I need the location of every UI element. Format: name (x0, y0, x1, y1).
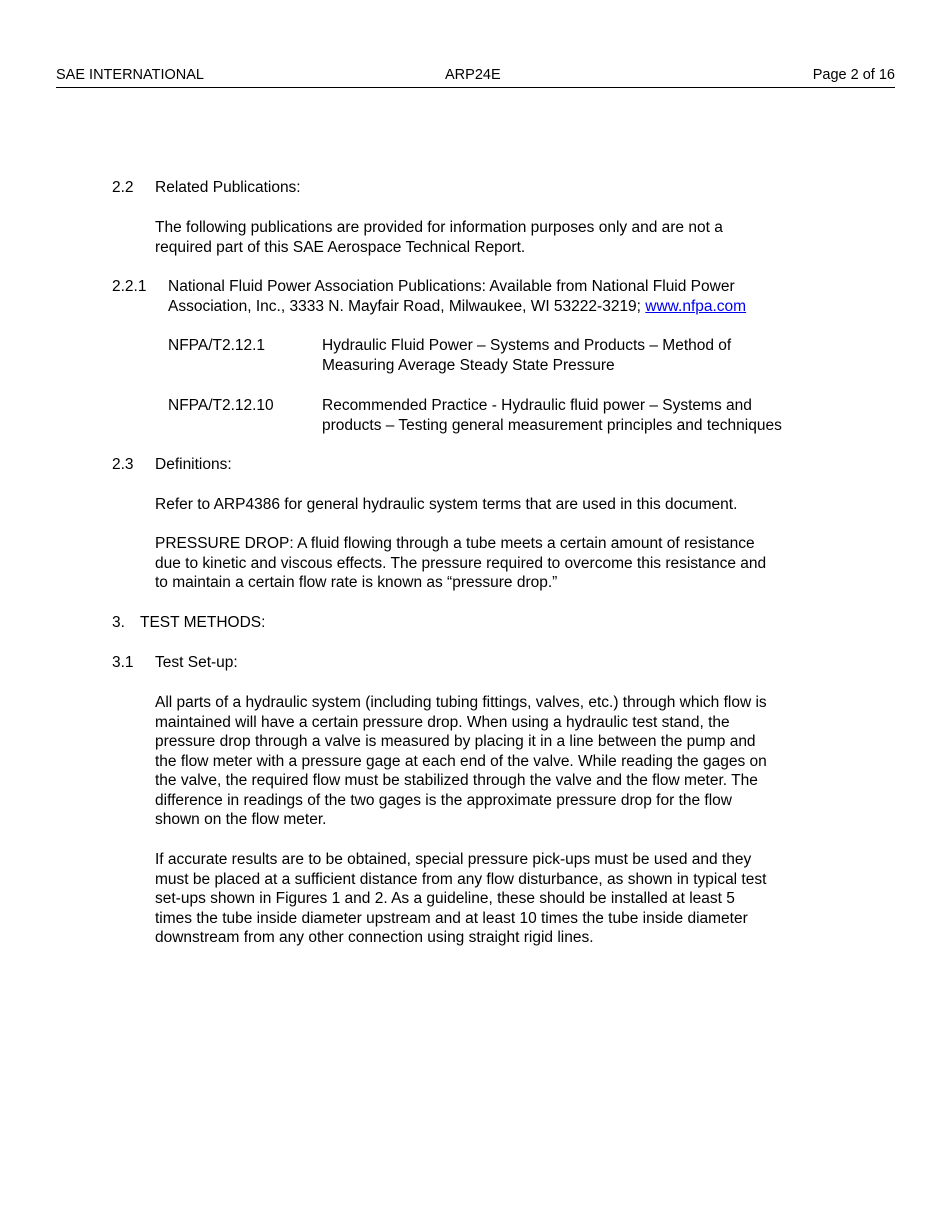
section-title: Definitions: (155, 456, 232, 473)
header-page-label: Page 2 of 16 (812, 67, 895, 83)
reference-title-line: products – Testing general measurement principles and techniques (322, 416, 782, 434)
section-2-3-paragraph-2 (155, 534, 766, 593)
paragraph-line: The following publications are provided for information purposes only and are not a (155, 219, 723, 236)
paragraph-line: downstream from any other connection using straight rigid lines. (155, 929, 594, 946)
nfpa-link[interactable]: www.nfpa.com (645, 297, 747, 315)
section-number: 2.3 (112, 456, 134, 473)
section-2-2-paragraph (155, 218, 723, 257)
reference-title-line: Measuring Average Steady State Pressure (322, 356, 615, 374)
section-2-2-1-text (168, 277, 746, 316)
paragraph-line: All parts of a hydraulic system (including tubing fittings, valves, etc.) through which flow is (155, 694, 767, 711)
section-title: Test Set-up: (155, 654, 238, 671)
paragraph-line (168, 297, 746, 317)
paragraph-line: pressure drop through a valve is measured by placing it in a line between the pump and (155, 733, 756, 750)
reference-title (322, 336, 731, 375)
section-number: 3. (112, 614, 125, 631)
reference-title-line: Recommended Practice - Hydraulic fluid power – Systems and (322, 397, 752, 414)
section-number: 2.2.1 (112, 278, 147, 295)
section-2-3-paragraph-1 (155, 495, 737, 515)
section-title: Related Publications: (155, 179, 301, 196)
header-doc-number: ARP24E (445, 67, 501, 83)
reference-id: NFPA/T2.12.10 (168, 397, 274, 414)
reference-id: NFPA/T2.12.1 (168, 337, 266, 354)
paragraph-line: maintained will have a certain pressure drop. When using a hydraulic test stand, the (155, 713, 730, 731)
paragraph-line: the valve, the required flow must be stabilized through the valve and the flow meter. The (155, 772, 758, 789)
reference-title (322, 396, 782, 435)
paragraph-line: Refer to ARP4386 for general hydraulic system terms that are used in this document. (155, 496, 738, 513)
paragraph-line: shown on the flow meter. (155, 811, 327, 828)
paragraph-line: If accurate results are to be obtained, special pressure pick-ups must be used and they (155, 851, 752, 868)
address-text: Association, Inc., 3333 N. Mayfair Road, Milwaukee, WI 53222-3219; (168, 297, 646, 315)
paragraph-line: National Fluid Power Association Publications: Available from National Fluid Power (168, 278, 735, 295)
section-number: 3.1 (112, 654, 134, 671)
paragraph-line: difference in readings of the two gages is the approximate pressure drop for the flow (155, 791, 732, 809)
running-header (56, 67, 895, 88)
paragraph-line: PRESSURE DROP: A fluid flowing through a tube meets a certain amount of resistance (155, 535, 755, 552)
section-number: 2.2 (112, 179, 134, 196)
header-org: SAE INTERNATIONAL (56, 67, 204, 83)
section-3-1-paragraph-1 (155, 693, 767, 830)
paragraph-line: times the tube inside diameter upstream and at least 10 times the tube inside diameter (155, 909, 748, 927)
paragraph-line: required part of this SAE Aerospace Technical Report. (155, 238, 526, 256)
paragraph-line: the flow meter with a pressure gage at each end of the valve. While reading the gages on (155, 752, 767, 770)
section-title: TEST METHODS: (140, 614, 266, 631)
paragraph-line: set-ups shown in Figures 1 and 2. As a guideline, these should be installed at least 5 (155, 890, 735, 907)
paragraph-line: due to kinetic and viscous effects. The pressure required to overcome this resistance and (155, 554, 767, 572)
paragraph-line: must be placed at a sufficient distance from any flow disturbance, as shown in typical test (155, 870, 767, 888)
reference-title-line: Hydraulic Fluid Power – Systems and Products – Method of (322, 337, 732, 354)
paragraph-line: to maintain a certain flow rate is known as “pressure drop.” (155, 574, 558, 591)
section-3-1-paragraph-2 (155, 850, 766, 948)
